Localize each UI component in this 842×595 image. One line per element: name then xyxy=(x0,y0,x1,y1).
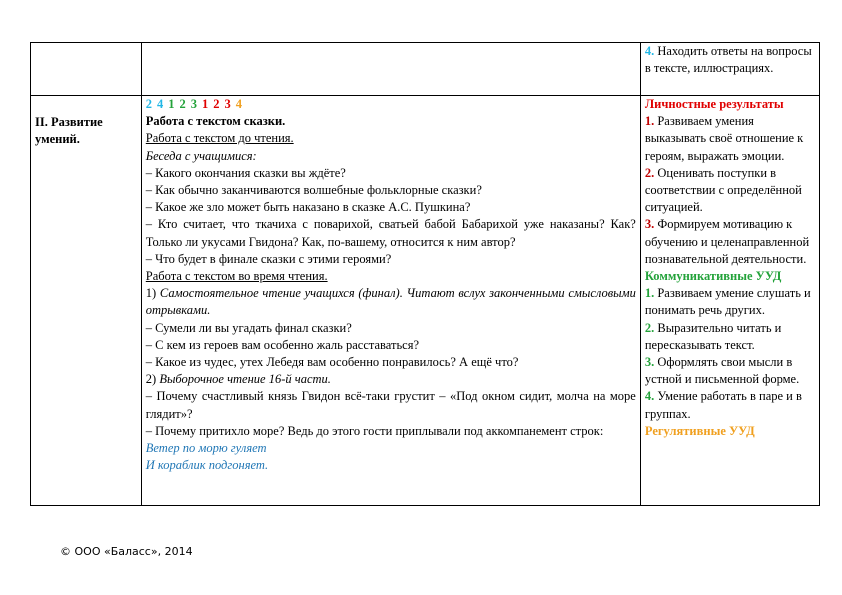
result-text: Оформлять свои мысли в устной и письменной форме. xyxy=(644,355,800,387)
conversation-label: Беседа с учащимися: xyxy=(145,148,257,163)
question: – Сумели ли вы угадать финал сказки? xyxy=(145,320,352,335)
sequence-number: 1 xyxy=(168,97,175,111)
result-number: 2. xyxy=(644,165,655,180)
question: – Что будет в финале сказки с этими героями? xyxy=(145,251,392,266)
question: – Как обычно заканчиваются волшебные фольклорные сказки? xyxy=(145,183,482,198)
step-number: 1) xyxy=(145,286,157,301)
result-text: Умение работать в паре и в группах. xyxy=(644,389,802,421)
results-cell xyxy=(640,96,819,506)
regulatory-header: Регулятивные УУД xyxy=(644,423,755,438)
stage-title: II. Развитие умений. xyxy=(35,115,103,146)
result-text: Находить ответы на вопросы в тексте, иллюстрациях. xyxy=(644,44,812,76)
step-2 xyxy=(146,371,636,388)
before-reading-label: Работа с текстом до чтения. xyxy=(145,131,294,146)
step-text: Выборочное чтение 16-й части. xyxy=(159,372,331,387)
during-reading-label: Работа с текстом во время чтения. xyxy=(145,269,328,284)
result-item xyxy=(645,285,815,319)
content-cell xyxy=(141,96,640,506)
result-text: Развиваем умения выказывать своё отношение к героям, выражать эмоции. xyxy=(644,114,804,163)
result-item xyxy=(645,113,815,165)
sequence-number: 3 xyxy=(190,97,198,111)
result-number: 3. xyxy=(644,355,655,370)
table-row xyxy=(31,96,820,506)
poem-line: И кораблик подгоняет. xyxy=(145,458,269,473)
result-number: 2. xyxy=(644,320,655,335)
result-number: 4. xyxy=(644,389,655,404)
result-text: Развиваем умение слушать и понимать речь других. xyxy=(644,286,811,318)
result-text: Формируем мотивацию к обучению и целенаправленной познавательной деятельности. xyxy=(644,217,810,266)
step-1 xyxy=(146,285,636,319)
result-number: 4. xyxy=(644,44,655,58)
sequence-number: 3 xyxy=(224,97,231,111)
step-number: 2) xyxy=(145,372,157,387)
result-number: 3. xyxy=(644,217,655,232)
content-cell-empty xyxy=(141,43,640,96)
sequence-number: 2 xyxy=(145,97,153,111)
result-item xyxy=(645,165,815,217)
sequence-number: 2 xyxy=(213,97,220,111)
question: – Какое из чудес, утех Лебедя вам особенно понравилось? А ещё что? xyxy=(145,355,519,370)
result-number: 1. xyxy=(644,286,655,301)
result-item xyxy=(645,320,815,354)
communicative-header: Коммуникативные УУД xyxy=(644,269,782,284)
question: – С кем из героев вам особенно жаль расставаться? xyxy=(145,337,420,352)
sequence-number: 1 xyxy=(202,97,209,111)
lesson-table xyxy=(30,42,820,506)
color-sequence xyxy=(146,96,636,113)
table-row xyxy=(31,43,820,96)
poem-line: Ветер по морю гуляет xyxy=(145,441,267,456)
question: – Почему притихло море? Ведь до этого гости приплывали под аккомпанемент строк: xyxy=(145,423,604,438)
sequence-number: 4 xyxy=(157,97,164,111)
stage-cell xyxy=(31,96,142,506)
personal-results-header: Личностные результаты xyxy=(644,97,784,111)
result-text: Оценивать поступки в соответствии с определённой ситуацией. xyxy=(644,165,802,215)
stage-cell-empty xyxy=(31,43,142,96)
results-cell-top xyxy=(640,43,819,96)
question: – Кто считает, что ткачиха с поварихой, сватьей бабой Бабарихой уже наказаны? Как? Только ли укусами Гвидона? Как, по-вашему, относится к ним автор? xyxy=(145,217,636,249)
result-item xyxy=(645,354,815,388)
result-item xyxy=(645,388,815,422)
result-number: 1. xyxy=(644,114,655,129)
step-text: Самостоятельное чтение учащихся (финал). Читают вслух законченными смысловыми отрывками. xyxy=(145,286,636,318)
content-heading: Работа с текстом сказки. xyxy=(145,114,286,129)
question: – Почему счастливый князь Гвидон всё-таки грустит – «Под окном сидит, молча на море глядит»? xyxy=(145,389,636,421)
sequence-number: 2 xyxy=(179,97,186,111)
result-text: Выразительно читать и пересказывать текст. xyxy=(644,320,782,352)
question: – Какое же зло может быть наказано в сказке А.С. Пушкина? xyxy=(145,200,471,215)
result-item xyxy=(645,216,815,268)
sequence-number: 4 xyxy=(235,97,243,111)
copyright-footer: © ООО «Баласс», 2014 xyxy=(60,545,193,558)
question: – Какого окончания сказки вы ждёте? xyxy=(145,165,346,180)
